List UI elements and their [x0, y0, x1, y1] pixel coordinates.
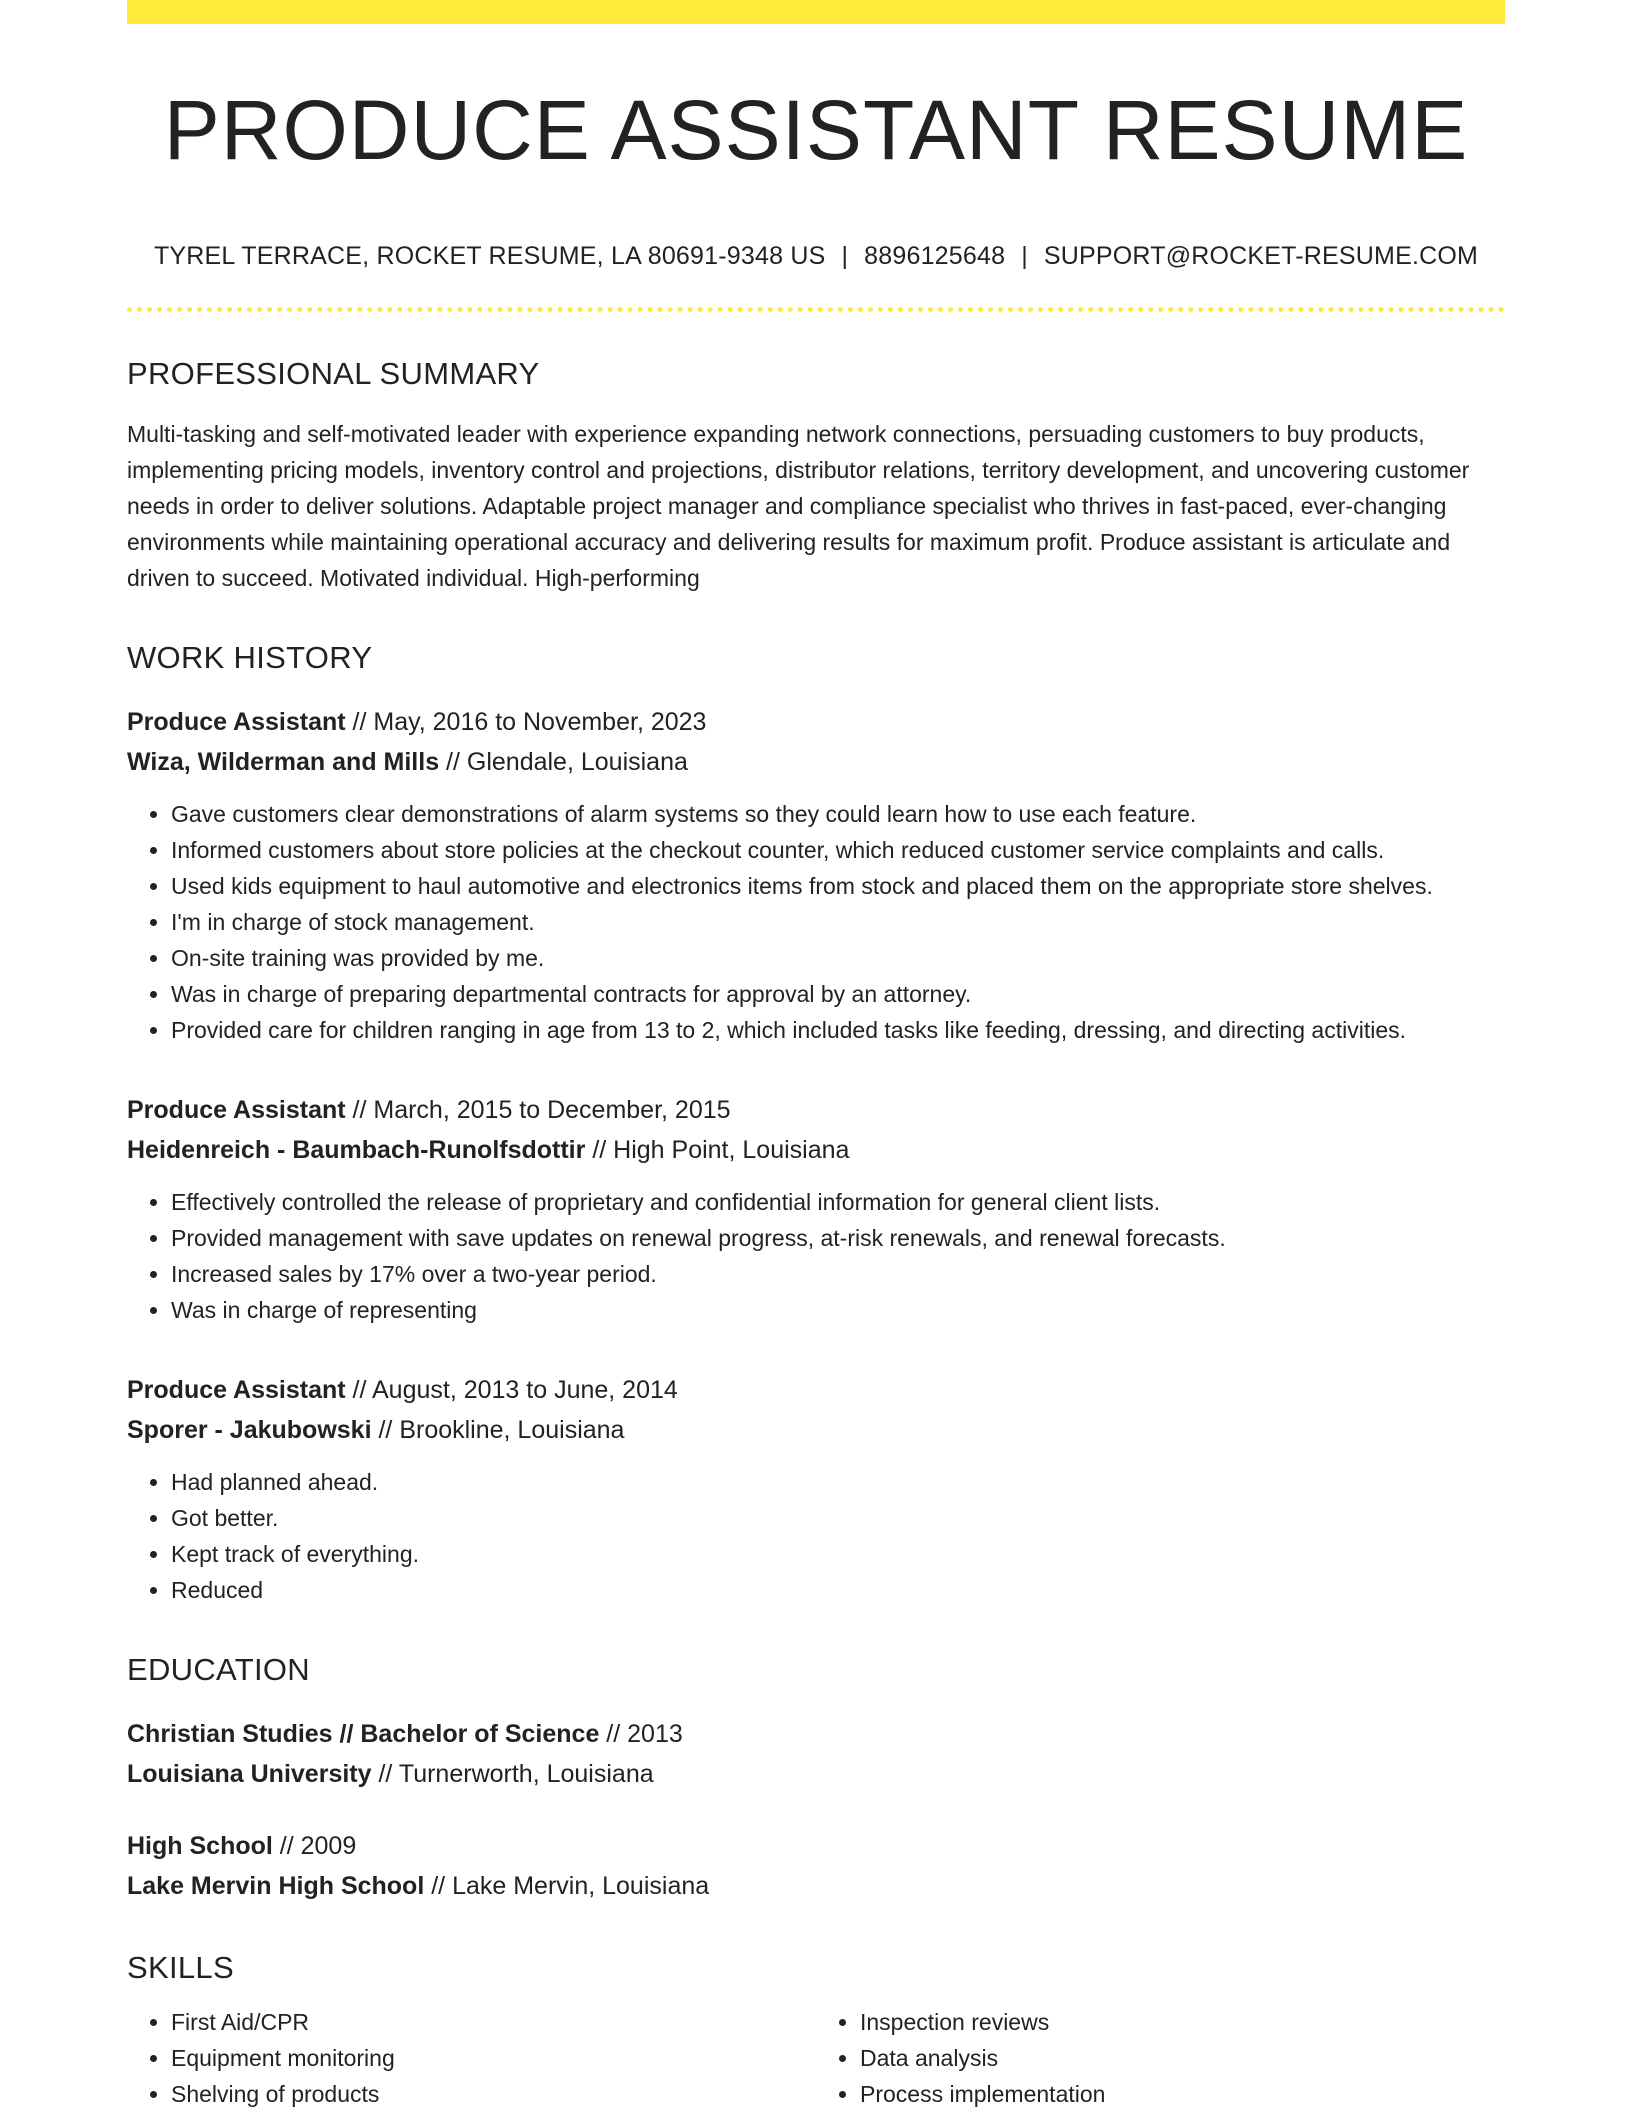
job-company-line	[127, 1130, 1505, 1170]
education-degree: Christian Studies // Bachelor of Science	[127, 1720, 600, 1749]
education-heading: EDUCATION	[127, 1652, 310, 1688]
education-entry	[127, 1826, 1505, 1906]
list-item: • Informed customers about store policies at the checkout counter, which reduced customer service complaints and calls.	[171, 832, 1505, 868]
job-title-line	[127, 1370, 1505, 1410]
education-degree: High School	[127, 1832, 273, 1861]
skills-columns	[127, 2004, 1505, 2112]
skills-heading: SKILLS	[127, 1950, 234, 1986]
skills-left-column	[127, 2004, 816, 2112]
contact-phone: 8896125648	[864, 242, 1006, 271]
list-item: • Equipment monitoring	[171, 2040, 816, 2076]
skills-right-column	[816, 2004, 1505, 2112]
resume-page	[127, 0, 1505, 2112]
list-item: • Effectively controlled the release of proprietary and confidential information for general client lists.	[171, 1184, 1505, 1220]
education-year: // 2013	[599, 1720, 683, 1749]
list-item: • Was in charge of preparing departmental contracts for approval by an attorney.	[171, 976, 1505, 1012]
job-title: Produce Assistant	[127, 1376, 346, 1405]
job-entry	[127, 702, 1505, 1048]
job-company: Heidenreich - Baumbach-Runolfsdottir	[127, 1136, 586, 1165]
list-item: • Inspection reviews	[860, 2004, 1505, 2040]
list-item: • Kept track of everything.	[171, 1536, 1505, 1572]
education-year: // 2009	[272, 1832, 357, 1861]
list-item: • On-site training was provided by me.	[171, 940, 1505, 976]
list-item: • Data analysis	[860, 2040, 1505, 2076]
education-degree-line	[127, 1826, 1505, 1866]
education-school: Louisiana University	[127, 1760, 372, 1789]
dotted-divider	[127, 307, 1505, 312]
job-title: Produce Assistant	[127, 1096, 346, 1125]
job-location: // Brookline, Louisiana	[371, 1416, 625, 1445]
job-location: // Glendale, Louisiana	[439, 748, 688, 777]
summary-text: Multi-tasking and self-motivated leader with experience expanding network connections, persuading customers to buy products, implementing pricing models, inventory control and projections, distributor relations, territory development, and uncovering customer needs in order to deliver solutions. Adaptable project manager and compliance specialist who thrives in fast-paced, ever-changing environments while maintaining operational accuracy and delivering results for maximum profit. Produce assistant is articulate and driven to succeed. Motivated individual. High-performing	[127, 421, 1470, 592]
job-title-line	[127, 1090, 1505, 1130]
contact-separator: |	[1021, 242, 1028, 271]
education-school-line	[127, 1866, 1505, 1906]
contact-email: SUPPORT@ROCKET-RESUME.COM	[1043, 242, 1479, 271]
list-item: • I'm in charge of stock management.	[171, 904, 1505, 940]
list-item: • Had planned ahead.	[171, 1464, 1505, 1500]
job-title-line	[127, 702, 1505, 742]
education-school: Lake Mervin High School	[127, 1872, 425, 1901]
job-dates: // May, 2016 to November, 2023	[345, 708, 707, 737]
job-entry	[127, 1090, 1505, 1328]
job-company-line	[127, 742, 1505, 782]
accent-bar	[127, 0, 1505, 24]
job-entry	[127, 1370, 1505, 1608]
education-location: // Turnerworth, Louisiana	[371, 1760, 654, 1789]
contact-line	[127, 242, 1505, 271]
list-item: • Reduced	[171, 1572, 1505, 1608]
list-item: • Got better.	[171, 1500, 1505, 1536]
job-title: Produce Assistant	[127, 708, 346, 737]
list-item: • Provided management with save updates on renewal progress, at-risk renewals, and renewal forecasts.	[171, 1220, 1505, 1256]
list-item: • Gave customers clear demonstrations of alarm systems so they could learn how to use each feature.	[171, 796, 1505, 832]
list-item: • Used kids equipment to haul automotive and electronics items from stock and placed them on the appropriate store shelves.	[171, 868, 1505, 904]
work-history-heading: WORK HISTORY	[127, 640, 373, 676]
job-location: // High Point, Louisiana	[585, 1136, 850, 1165]
contact-separator: |	[841, 242, 849, 271]
summary-heading: PROFESSIONAL SUMMARY	[127, 356, 540, 392]
education-entry	[127, 1714, 1505, 1794]
job-company: Sporer - Jakubowski	[127, 1416, 372, 1445]
resume-title: PRODUCE ASSISTANT RESUME	[163, 83, 1469, 177]
job-bullets	[127, 1184, 1505, 1328]
contact-address: TYREL TERRACE, ROCKET RESUME, LA 80691-9348 US	[153, 242, 826, 271]
job-bullets	[127, 796, 1505, 1048]
education-school-line	[127, 1754, 1505, 1794]
education-degree-line	[127, 1714, 1505, 1754]
job-company-line	[127, 1410, 1505, 1450]
list-item: • Shelving of products	[171, 2076, 816, 2112]
list-item: • Was in charge of representing	[171, 1292, 1505, 1328]
education-location: // Lake Mervin, Louisiana	[424, 1872, 710, 1901]
list-item: • Process implementation	[860, 2076, 1505, 2112]
job-dates: // March, 2015 to December, 2015	[345, 1096, 731, 1125]
job-company: Wiza, Wilderman and Mills	[127, 748, 440, 777]
job-bullets	[127, 1464, 1505, 1608]
list-item: • Provided care for children ranging in age from 13 to 2, which included tasks like feeding, dressing, and directing activities.	[171, 1012, 1505, 1048]
list-item: • First Aid/CPR	[171, 2004, 816, 2040]
list-item: • Increased sales by 17% over a two-year period.	[171, 1256, 1505, 1292]
job-dates: // August, 2013 to June, 2014	[345, 1376, 678, 1405]
